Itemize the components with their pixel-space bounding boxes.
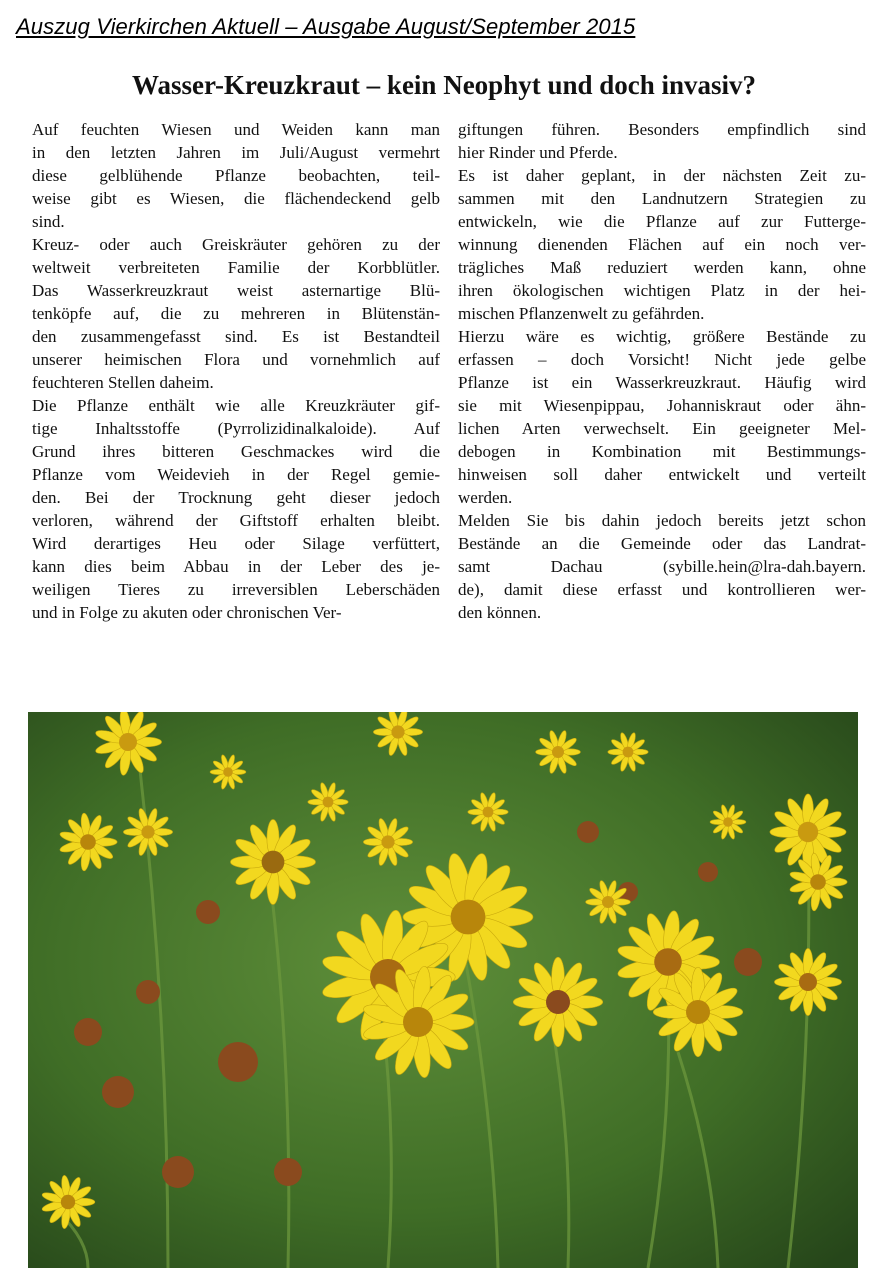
article-line: Grund ihres bitteren Geschmackes wird die [32, 442, 440, 461]
article-line: ihren ökologischen wichtigen Platz in der hei- [458, 281, 866, 300]
article-line: tige Inhaltsstoffe (Pyrrolizidinalkaloide). Auf [32, 419, 440, 438]
article-line: weltweit verbreiteten Familie der Korbblütler. [32, 258, 440, 277]
flower-bud-graphic [577, 821, 599, 843]
flower-bud-graphic [274, 1158, 302, 1186]
article-line: Auf feuchten Wiesen und Weiden kann man [32, 120, 440, 139]
flower-bud-graphic [734, 948, 762, 976]
article-line: Das Wasserkreuzkraut weist asternartige Blü- [32, 281, 440, 300]
flower-bud-graphic [102, 1076, 134, 1108]
article-line: hier Rinder und Pferde. [458, 143, 618, 162]
article-line: feuchteren Stellen daheim. [32, 373, 214, 392]
article-line: Pflanze ist ein Wasserkreuzkraut. Häufig wird [458, 373, 866, 392]
article-line: Melden Sie bis dahin jedoch bereits jetzt schon [458, 511, 866, 530]
article-line: erfassen – doch Vorsicht! Nicht jede gelbe [458, 350, 866, 369]
article-line: kann dies beim Abbau in der Leber des je- [32, 557, 440, 576]
article-line: unserer heimischen Flora und vornehmlich auf [32, 350, 440, 369]
article-line: de), damit diese erfasst und kontrollieren wer- [458, 580, 866, 599]
article-line: lichen Arten verwechselt. Ein geeigneter Mel- [458, 419, 866, 438]
article-line: tenköpfe auf, die zu mehreren in Blütenstän- [32, 304, 440, 323]
article-line: entwickeln, wie die Pflanze auf zur Futterge- [458, 212, 866, 231]
flower-bud-graphic [218, 1042, 258, 1082]
article-line: Bestände an die Gemeinde oder das Landrat- [458, 534, 866, 553]
article-line: Pflanze vom Weidevieh in der Regel gemie- [32, 465, 440, 484]
article-line: mischen Pflanzenwelt zu gefährden. [458, 304, 705, 323]
article-line: winnung dienenden Flächen auf ein noch ver- [458, 235, 866, 254]
article-line: hinweisen soll daher entwickelt und verteilt [458, 465, 866, 484]
article-line: in den letzten Jahren im Juli/August vermehrt [32, 143, 440, 162]
article-line: weiligen Tieres zu irreversiblen Leberschäden [32, 580, 440, 599]
article-column-left [32, 118, 440, 624]
flower-bud-graphic [698, 862, 718, 882]
article-line: sind. [32, 212, 65, 231]
flower-bud-graphic [136, 980, 160, 1004]
flower-bud-graphic [162, 1156, 194, 1188]
article-line: sie mit Wiesenpippau, Johanniskraut oder ähn- [458, 396, 866, 415]
article-line: den können. [458, 603, 542, 622]
article-line: Die Pflanze enthält wie alle Kreuzkräuter gif- [32, 396, 440, 415]
article-line: werden. [458, 488, 513, 507]
article-line: Wird derartiges Heu oder Silage verfüttert, [32, 534, 440, 553]
article-line: und in Folge zu akuten oder chronischen Ver- [32, 603, 342, 622]
article-line: samt Dachau (sybille.hein@lra-dah.bayern. [458, 557, 866, 576]
flower-photo [28, 712, 858, 1268]
flower-bud-graphic [196, 900, 220, 924]
article-line: Es ist daher geplant, in der nächsten Zeit zu- [458, 166, 866, 185]
article-line: Hierzu wäre es wichtig, größere Bestände zu [458, 327, 866, 346]
header-line: Auszug Vierkirchen Aktuell – Ausgabe August/September 2015 [16, 14, 636, 39]
flower-bud-graphic [74, 1018, 102, 1046]
article-column-right [458, 118, 866, 624]
article-line: diese gelblühende Pflanze beobachten, teil- [32, 166, 440, 185]
article-line: Kreuz- oder auch Greiskräuter gehören zu der [32, 235, 440, 254]
article-line: trägliches Maß reduziert werden kann, ohne [458, 258, 866, 277]
article-line: weise gibt es Wiesen, die flächendeckend gelb [32, 189, 440, 208]
article-title: Wasser-Kreuzkraut – kein Neophyt und doch invasiv? [131, 70, 757, 100]
article-line: sammen mit den Landnutzern Strategien zu [458, 189, 866, 208]
article-line: giftungen führen. Besonders empfindlich sind [458, 120, 866, 139]
article-line: den zusammengefasst sind. Es ist Bestandteil [32, 327, 440, 346]
article-line: den. Bei der Trocknung geht dieser jedoch [32, 488, 440, 507]
article-line: debogen in Kombination mit Bestimmungs- [458, 442, 866, 461]
article-line: verloren, während der Giftstoff erhalten bleibt. [32, 511, 440, 530]
